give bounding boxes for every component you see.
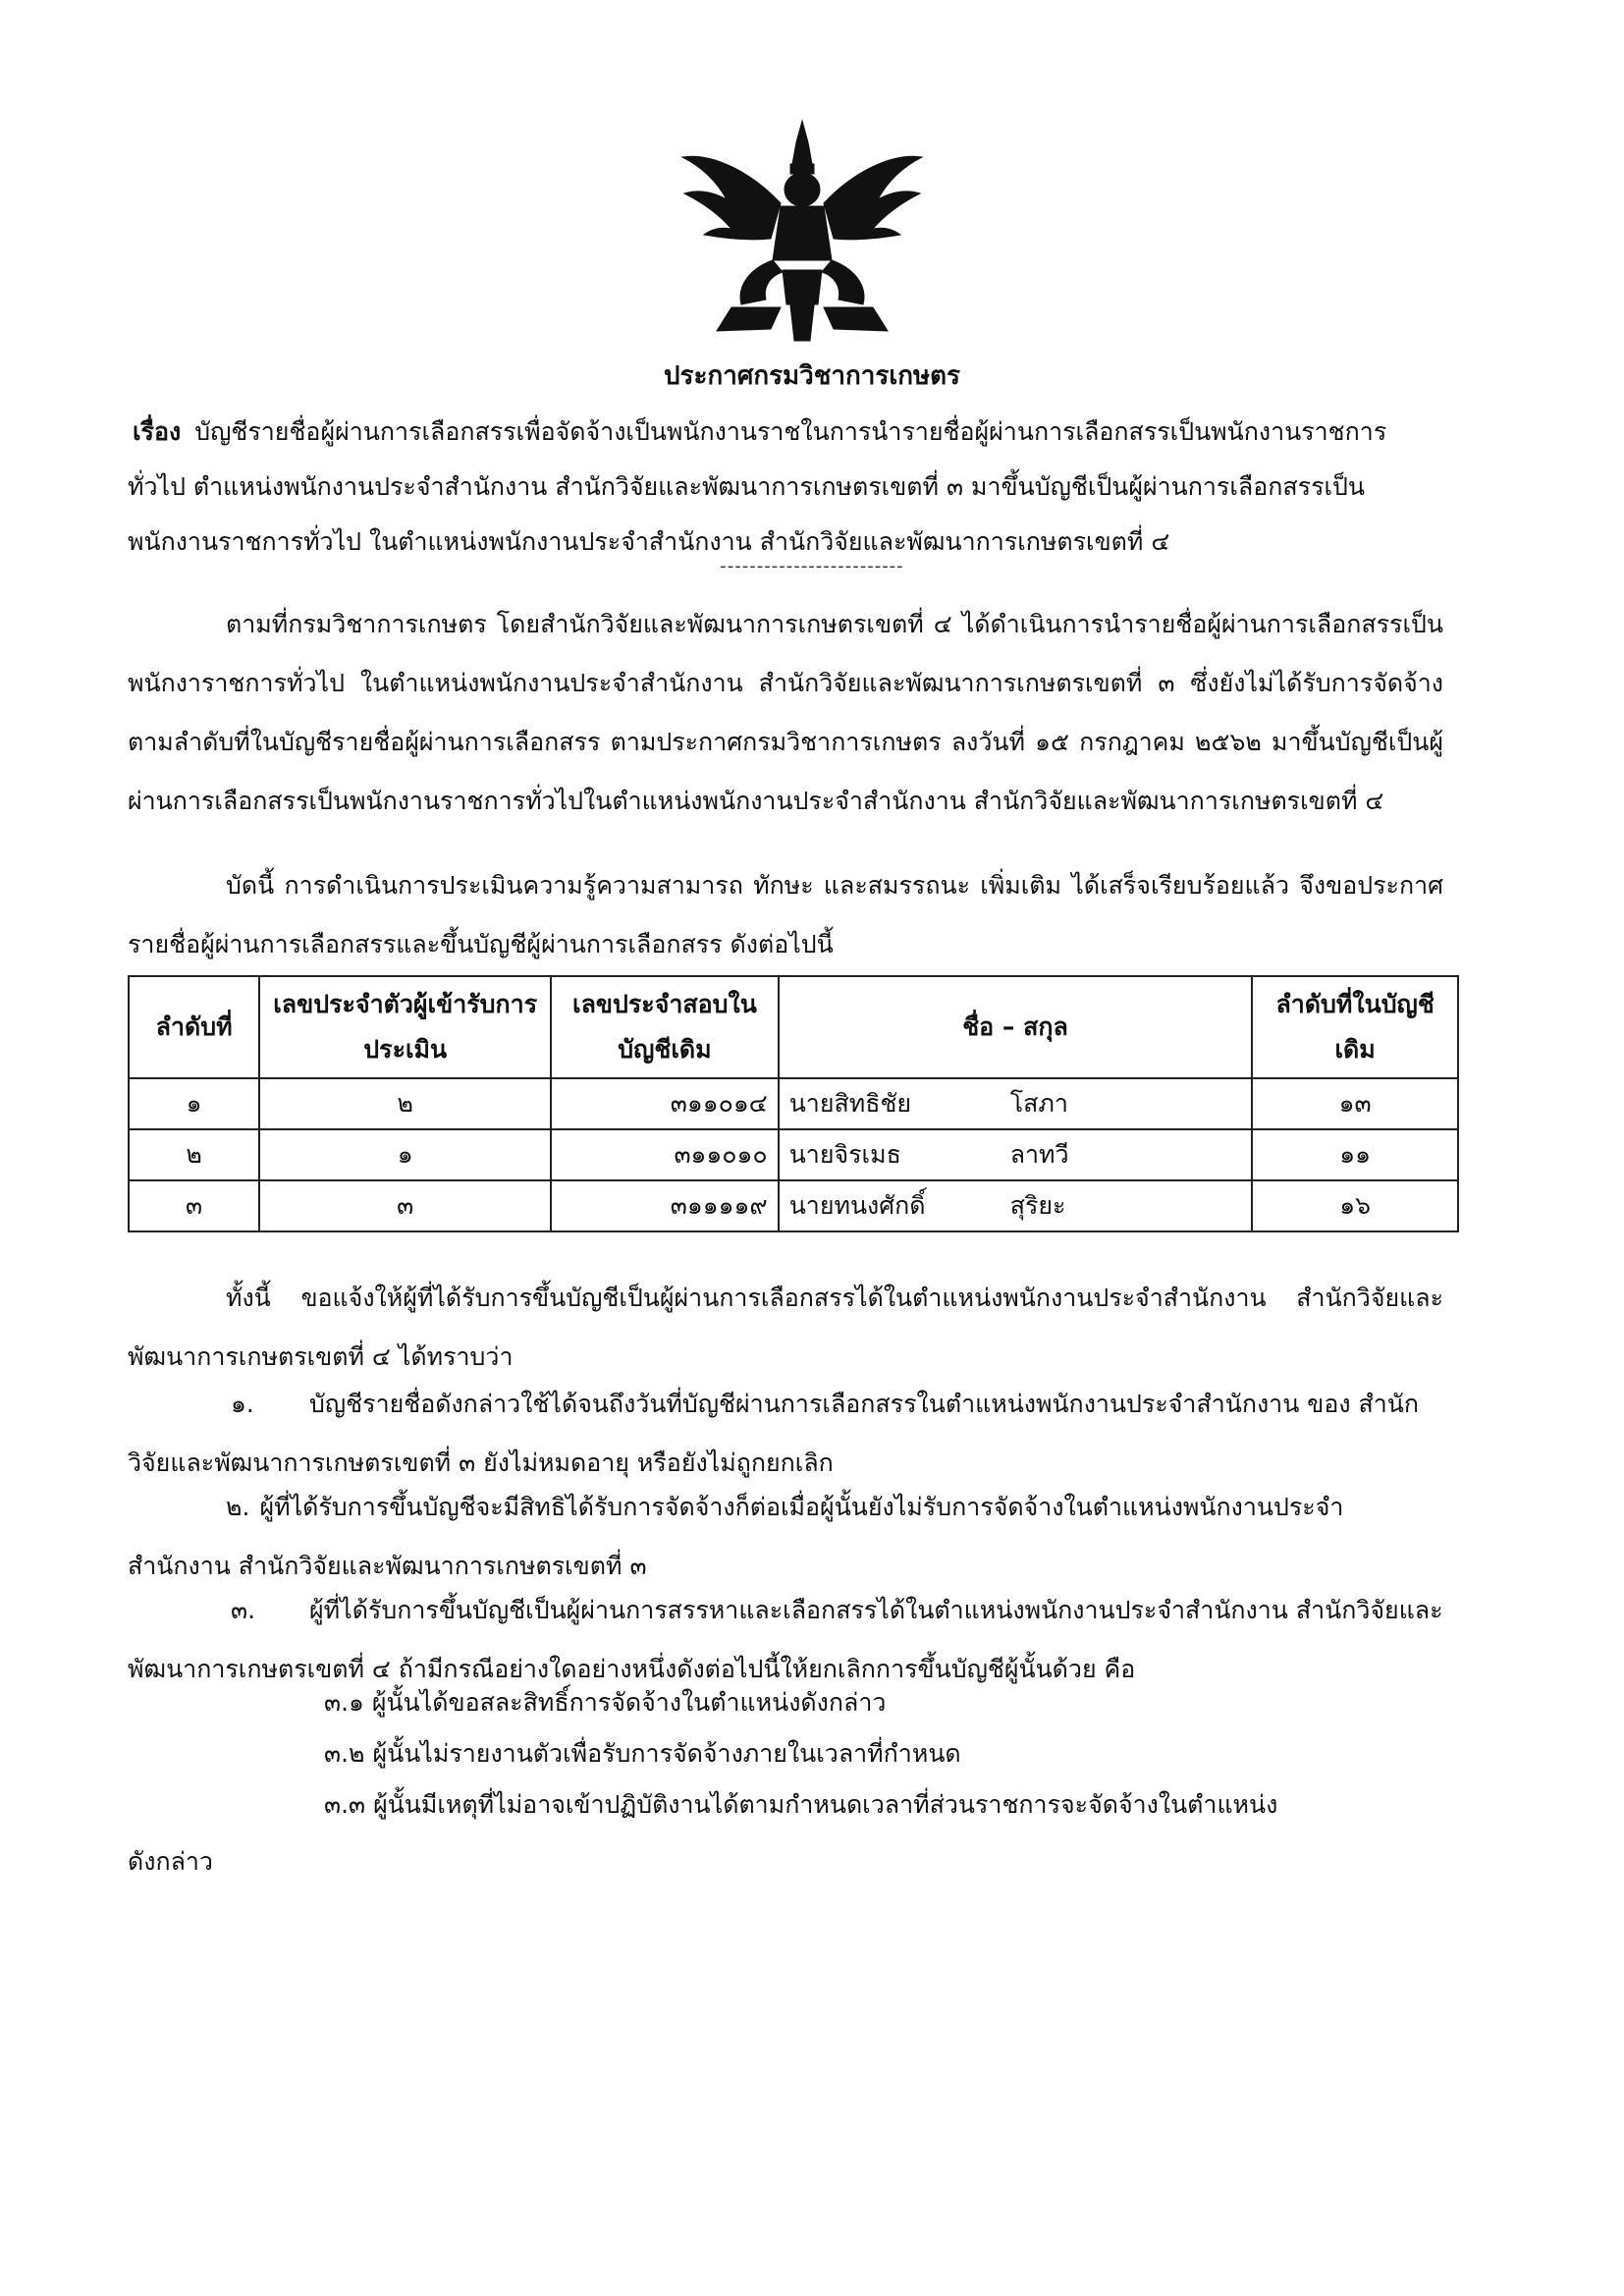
cell-name [779, 1078, 1253, 1129]
table-row [129, 1180, 1458, 1231]
cell-exam-no: ๓๑๑๐๑๐ [551, 1129, 778, 1180]
cell-orig-rank: ๑๖ [1252, 1180, 1458, 1231]
condition-1 [128, 1375, 1443, 1493]
condition-2 [128, 1478, 1443, 1596]
condition-text: ผู้ที่ได้รับการขึ้นบัญชีเป็นผู้ผ่านการสรรหาและเลือกสรรได้ในตำแหน่งพนักงานประจำสำนักงาน สำนักวิจัยและพัฒนาการเกษตรเขตที่ ๔ ถ้ามีกรณีอย่างใดอย่างหนึ่งดังต่อไปนี้ให้ยกเลิกการขึ้นบัญชีผู้นั้นด้วย คือ [128, 1596, 1443, 1683]
subject-label: เรื่อง [133, 417, 182, 446]
last-name: สุริยะ [1009, 1191, 1066, 1220]
first-name: นายจิรเมธ [788, 1140, 901, 1169]
cell-name [779, 1129, 1253, 1180]
header-name: ชื่อ – สกุล [779, 976, 1253, 1078]
cell-orig-rank: ๑๑ [1252, 1129, 1458, 1180]
first-name: นายสิทธิชัย [788, 1089, 912, 1118]
condition-number: ๒. [226, 1493, 250, 1521]
sub-condition-continuation: ดังกล่าว [128, 1847, 213, 1876]
paragraph-notice: ทั้งนี้ ขอแจ้งให้ผู้ที่ได้รับการขึ้นบัญชีเป็นผู้ผ่านการเลือกสรรได้ในตำแหน่งพนักงานประจำสำนักงาน สำนักวิจัยและพัฒนาการเกษตรเขตที่ ๔ ได้ทราบว่า [128, 1284, 1443, 1371]
sub-condition-3-1: ๓.๑ ผู้นั้นได้ขอสละสิทธิ์การจัดจ้างในตำแหน่งดังกล่าว [324, 1688, 887, 1717]
last-name: ลาทวี [1009, 1140, 1069, 1169]
separator-line: ------------------------- [720, 556, 904, 576]
garuda-emblem-icon [643, 113, 962, 349]
cell-orig-rank: ๑๓ [1252, 1078, 1458, 1129]
cell-order: ๓ [129, 1180, 259, 1231]
last-name: โสภา [1009, 1089, 1068, 1118]
cell-candidate-id: ๒ [259, 1078, 551, 1129]
cell-order: ๒ [129, 1129, 259, 1180]
table-row [129, 1078, 1458, 1129]
cell-name [779, 1180, 1253, 1231]
cell-exam-no: ๓๑๑๐๑๔ [551, 1078, 778, 1129]
announcement-title: ประกาศกรมวิชาการเกษตร [664, 361, 960, 391]
sub-condition-3-3: ๓.๓ ผู้นั้นมีเหตุที่ไม่อาจเข้าปฏิบัติงานได้ตามกำหนดเวลาที่ส่วนราชการจะจัดจ้างในตำแหน่ง [324, 1790, 1278, 1819]
sub-condition-3-2: ๓.๒ ผู้นั้นไม่รายงานตัวเพื่อรับการจัดจ้างภายในเวลาที่กำหนด [324, 1739, 961, 1768]
table-row [129, 1129, 1458, 1180]
table-header-row [129, 976, 1458, 1078]
header-order: ลำดับที่ [129, 976, 259, 1078]
paragraph-announcement: บัดนี้ การดำเนินการประเมินความรู้ความสามารถ ทักษะ และสมรรถนะ เพิ่มเติม ได้เสร็จเรียบร้อยแล้ว จึงขอประกาศรายชื่อผู้ผ่านการเลือกสรรและขึ้นบัญชีผู้ผ่านการเลือกสรร ดังต่อไปนี้ [128, 871, 1443, 958]
condition-text: ผู้ที่ได้รับการขึ้นบัญชีจะมีสิทธิได้รับการจัดจ้างก็ต่อเมื่อผู้นั้นยังไม่รับการจัดจ้างในตำแหน่งพนักงานประจำสำนักงาน สำนักวิจัยและพัฒนาการเกษตรเขตที่ ๓ [128, 1493, 1344, 1580]
subject-block [128, 405, 1443, 570]
header-candidate-id: เลขประจำตัวผู้เข้ารับการประเมิน [259, 976, 551, 1078]
cell-candidate-id: ๑ [259, 1129, 551, 1180]
cell-order: ๑ [129, 1078, 259, 1129]
condition-number: ๓. [231, 1596, 256, 1624]
cell-exam-no: ๓๑๑๑๑๙ [551, 1180, 778, 1231]
header-orig-rank: ลำดับที่ในบัญชีเดิม [1252, 976, 1458, 1078]
condition-number: ๑. [231, 1390, 254, 1418]
first-name: นายทนงศักดิ์ [788, 1191, 926, 1220]
condition-text: บัญชีรายชื่อดังกล่าวใช้ได้จนถึงวันที่บัญชีผ่านการเลือกสรรในตำแหน่งพนักงานประจำสำนักงาน ของ สำนักวิจัยและพัฒนาการเกษตรเขตที่ ๓ ยังไม่หมดอายุ หรือยังไม่ถูกยกเลิก [128, 1390, 1420, 1477]
cell-candidate-id: ๓ [259, 1180, 551, 1231]
paragraph-background: ตามที่กรมวิชาการเกษตร โดยสำนักวิจัยและพัฒนาการเกษตรเขตที่ ๔ ได้ดำเนินการนำรายชื่อผู้ผ่านการเลือกสรรเป็นพนักงาราชการทั่วไป ในตำแหน่งพนักงานประจำสำนักงาน สำนักวิจัยและพัฒนาการเกษตรเขตที่ ๓ ซึ่งยังไม่ได้รับการจัดจ้างตามลำดับที่ในบัญชีรายชื่อผู้ผ่านการเลือกสรร ตามประกาศกรมวิชาการเกษตร ลงวันที่ ๑๕ กรกฎาคม ๒๕๖๒ มาขึ้นบัญชีเป็นผู้ผ่านการเลือกสรรเป็นพนักงานราชการทั่วไปในตำแหน่งพนักงานประจำสำนักงาน สำนักวิจัยและพัฒนาการเกษตรเขตที่ ๔ [128, 610, 1443, 815]
results-table [128, 975, 1459, 1232]
subject-text: บัญชีรายชื่อผู้ผ่านการเลือกสรรเพื่อจัดจ้างเป็นพนักงานราชในการนำรายชื่อผู้ผ่านการเลือกสรรเป็นพนักงานราชการทั่วไป ตำแหน่งพนักงานประจำสำนักงาน สำนักวิจัยและพัฒนาการเกษตรเขตที่ ๓ มาขึ้นบัญชีเป็นผู้ผ่านการเลือกสรรเป็นพนักงานราชการทั่วไป ในตำแหน่งพนักงานประจำสำนักงาน สำนักวิจัยและพัฒนาการเกษตรเขตที่ ๔ [128, 417, 1387, 556]
header-exam-no: เลขประจำสอบในบัญชีเดิม [551, 976, 778, 1078]
